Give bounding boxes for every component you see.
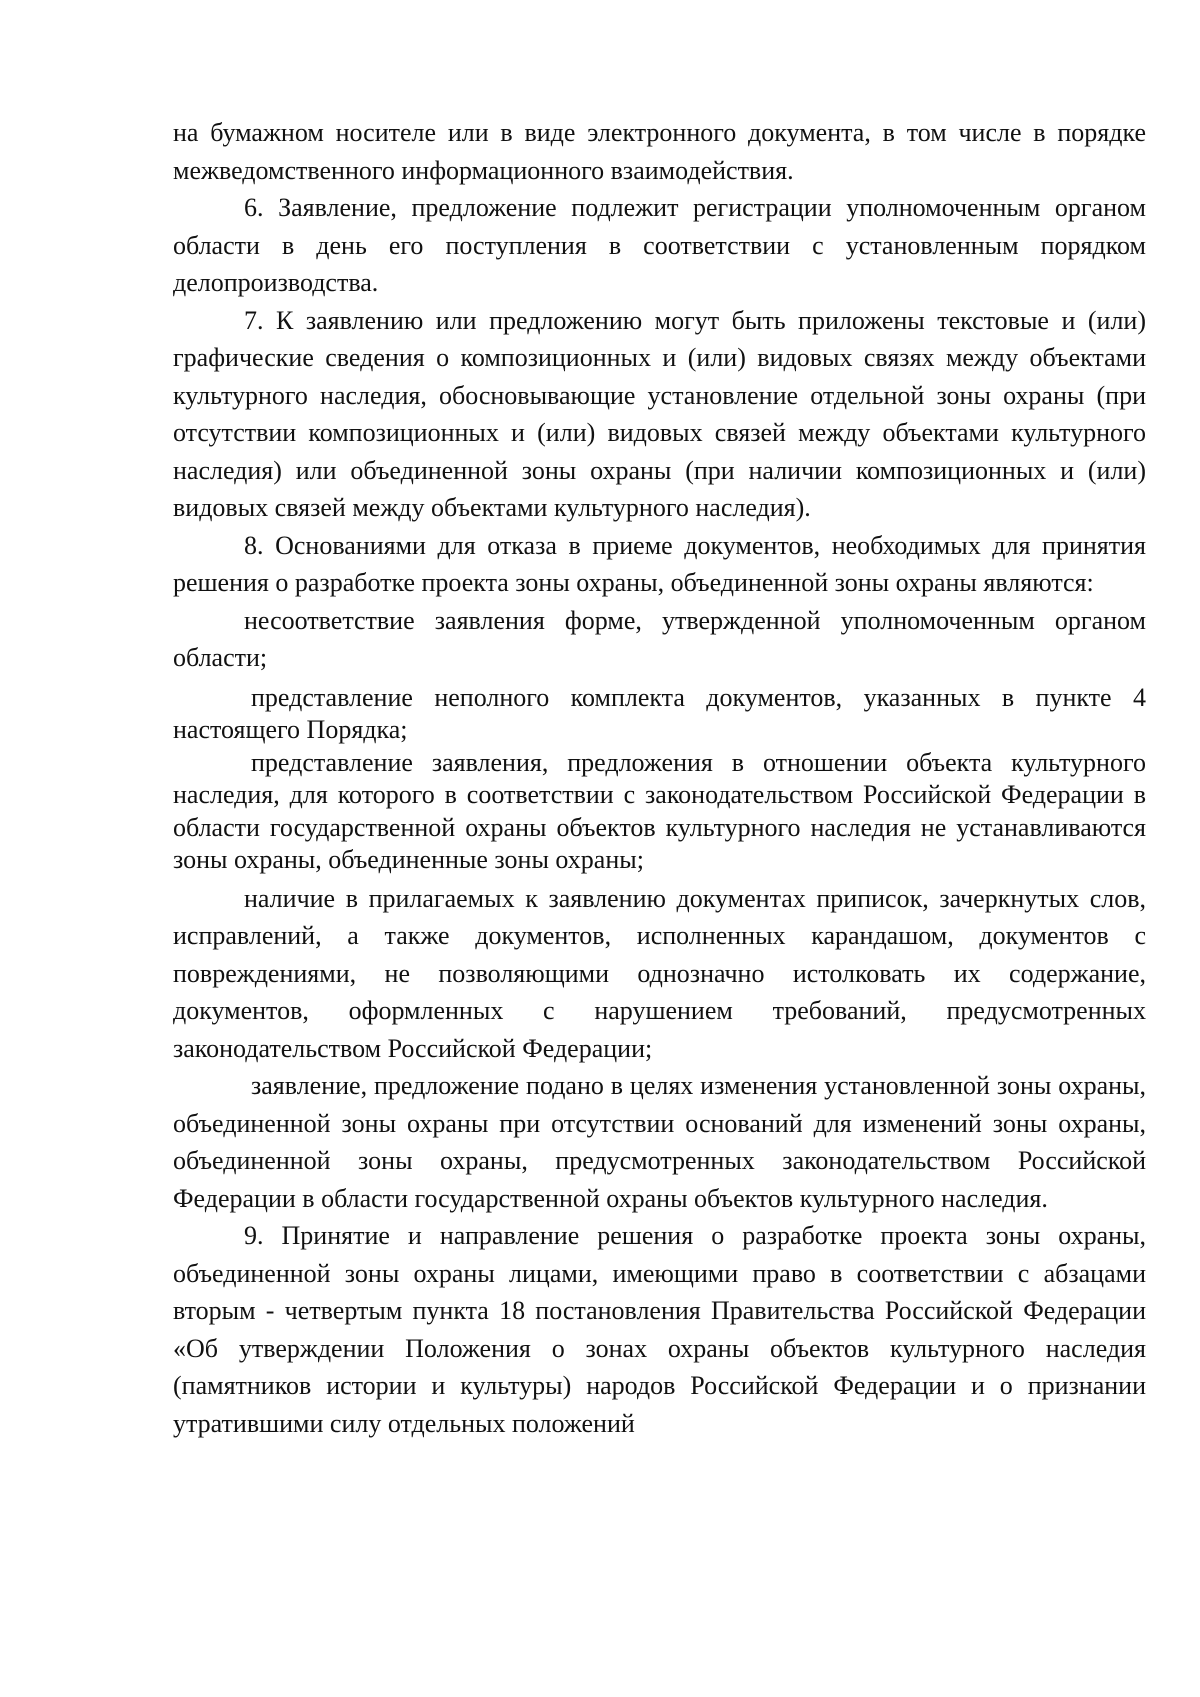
paragraph-item-6: 6. Заявление, предложение подлежит регистрации уполномоченным органом области в день его поступления в соответствии с установленным порядком делопроизводства. (173, 193, 1146, 297)
paragraph-item-7: 7. К заявлению или предложению могут быть приложены текстовые и (или) графические сведения о композиционных и (или) видовых связях между объектами культурного наследия, обосновывающие установление отдельной зоны охраны (при отсутствии композиционных и (или) видовых связей между объектами культурного наследия) или объединенной зоны охраны (при наличии композиционных и (или) видовых связей между объектами культурного наследия). (173, 305, 1146, 522)
paragraph-item-9: 9. Принятие и направление решения о разработке проекта зоны охраны, объединенной зоны охраны лицами, имеющими право в соответствии с абзацами вторым - четвертым пункта 18 постановления Правительства Российской Федерации «Об утверждении Положения о зонах охраны объектов культурного наследия (памятников истории и культуры) народов Российской Федерации и о признании утратившими силу отдельных положений (173, 1221, 1146, 1438)
paragraph-item-8: 8. Основаниями для отказа в приеме документов, необходимых для принятия решения о разработке проекта зоны охраны, объединенной зоны охраны являются: (173, 530, 1146, 597)
paragraph-ground-no-protection-zone: представление заявления, предложения в отношении объекта культурного наследия, для которого в соответствии с законодательством Российской Федерации в области государственной охраны объектов культурного наследия не устанавливаются зоны охраны, объединенные зоны охраны; (173, 747, 1146, 874)
paragraph-ground-no-basis-for-change: заявление, предложение подано в целях изменения установленной зоны охраны, объединенной зоны охраны при отсутствии оснований для изменений зоны охраны, объединенной зоны охраны, предусмотренных законодательством Российской Федерации в области государственной охраны объектов культурного наследия. (173, 1071, 1146, 1213)
paragraph-ground-document-defects: наличие в прилагаемых к заявлению документах приписок, зачеркнутых слов, исправлений, а также документов, исполненных карандашом, документов с повреждениями, не позволяющими однозначно истолковать их содержание, документов, оформленных с нарушением требований, предусмотренных законодательством Российской Федерации; (173, 883, 1146, 1063)
document-body (173, 114, 1146, 1442)
paragraph-ground-incomplete-documents: представление неполного комплекта документов, указанных в пункте 4 настоящего Порядка; (173, 682, 1146, 744)
paragraph-ground-form-mismatch: несоответствие заявления форме, утвержденной уполномоченным органом области; (173, 605, 1146, 672)
paragraph-continuation: на бумажном носителе или в виде электронного документа, в том числе в порядке межведомственного информационного взаимодействия. (173, 118, 1146, 185)
